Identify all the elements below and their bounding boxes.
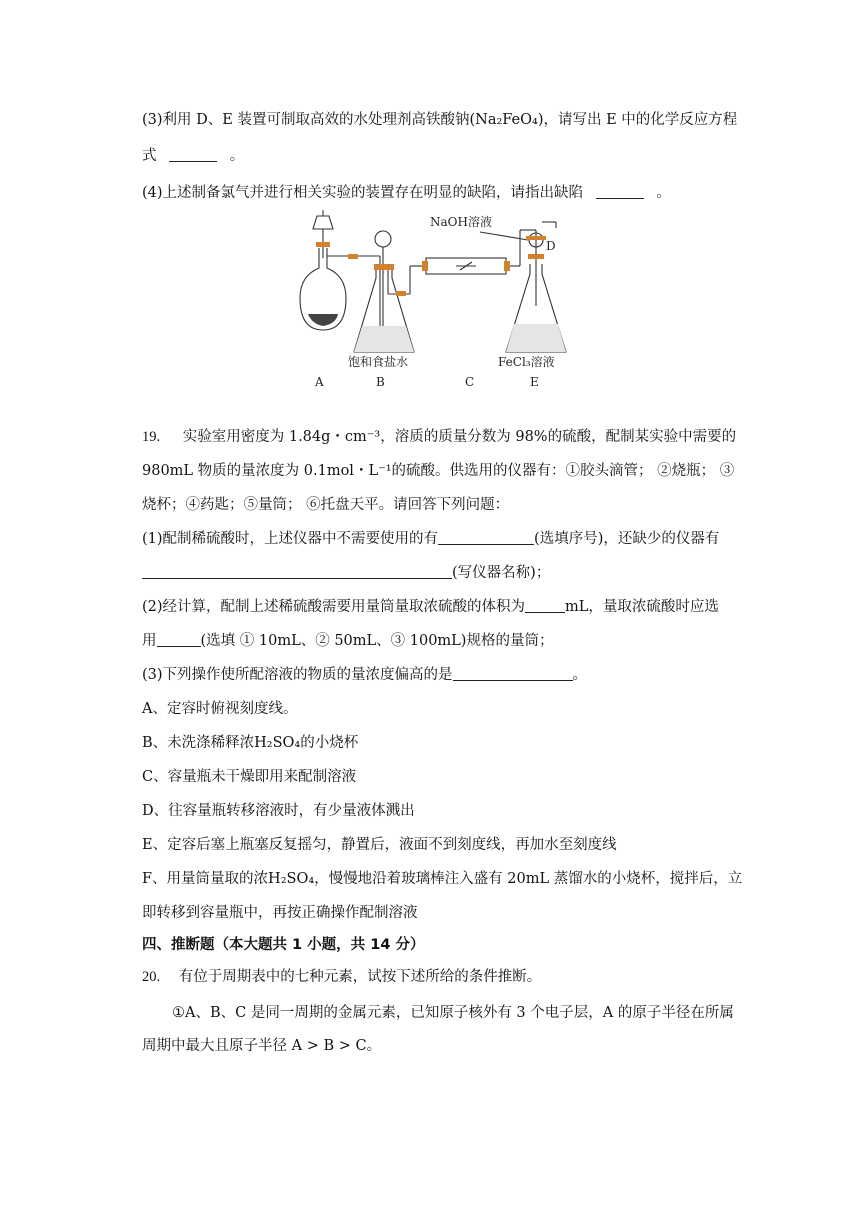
q20-condition1-line1: ①A、B、C 是同一周期的金属元素，已知原子核外有 3 个电子层，A 的原子半径在所属 [172, 1005, 734, 1021]
option-b: B、未洗涤稀释浓H₂SO₄的小烧杯 [142, 735, 359, 751]
chemical-formula: Na₂FeO₄ [475, 112, 538, 128]
answer-blank[interactable] [142, 564, 452, 579]
q19-part1-line2: (写仪器名称)； [142, 563, 550, 583]
answer-blank[interactable] [525, 598, 565, 613]
q20-condition1-line2: 周期中最大且原子半径 A > B > C。 [142, 1038, 382, 1054]
q19-line3: 烧杯；④药匙；⑤量筒； ⑥托盘天平。请回答下列问题： [142, 497, 510, 513]
option-c: C、容量瓶未干燥即用来配制溶液 [142, 769, 357, 785]
q19-line1: 19. 实验室用密度为 1.84g・cm⁻³，溶质的质量分数为 98%的硫酸，配制某实验中需要的 [142, 429, 737, 445]
saltwater-liquid [354, 326, 414, 352]
option-f-line2: 即转移到容量瓶中，再按正确操作配制溶液 [142, 905, 418, 921]
option-d: D、往容量瓶转移溶液时，有少量液体溅出 [142, 803, 415, 819]
thistle-funnel-b [375, 231, 391, 247]
q19-part3: (3)下列操作使所配溶液的物质的量浓度偏高的是 。 [142, 667, 588, 683]
q18-part4: (4)上述制备氯气并进行相关实验的装置存在明显的缺陷，请指出缺陷 。 [142, 185, 671, 201]
q18-part3-line2: 式 。 [142, 148, 245, 164]
fecl3-liquid [506, 324, 566, 352]
option-f-line1: F、用量筒量取的浓H₂SO₄，慢慢地沿着玻璃棒注入盛有 20mL 蒸馏水的小烧杯，搅拌后，立 [142, 871, 743, 887]
answer-blank[interactable] [438, 530, 534, 545]
option-e: E、定容后塞上瓶塞反复摇匀，静置后，液面不到刻度线，再加水至刻度线 [142, 837, 617, 853]
label-c: C [465, 375, 475, 389]
q19-part2-line2: 用 (选填 ① 10mL、② 50mL、③ 100mL)规格的量筒； [142, 633, 554, 649]
q18-part3-line1: (3)利用 D、E 装置可制取高效的水处理剂高铁酸钠(Na₂FeO₄)，请写出 E 中的化学反应方程 [142, 112, 738, 128]
fecl3-label: FeCl₃溶液 [498, 355, 555, 369]
solid-reagent [308, 314, 338, 326]
label-b: B [376, 375, 385, 389]
answer-blank[interactable] [453, 666, 573, 681]
section-heading: 四、推断题（本大题共 1 小题，共 14 分） [142, 937, 425, 953]
question-number: 19. [142, 429, 161, 445]
label-a: A [315, 375, 324, 389]
q19-part1-line1: (1)配制稀硫酸时，上述仪器中不需要使用的有 (选填序号)，还缺少的仪器有 [142, 531, 720, 547]
answer-blank[interactable] [169, 147, 217, 162]
naoh-label: NaOH溶液 [430, 215, 492, 229]
answer-blank[interactable] [157, 632, 201, 647]
apparatus-diagram [290, 206, 590, 390]
label-e: E [530, 375, 539, 389]
answer-blank[interactable] [596, 184, 644, 199]
q19-part2-line1: (2)经计算，配制上述稀硫酸需要用量筒量取浓硫酸的体积为 mL，量取浓硫酸时应选 [142, 599, 719, 615]
funnel-a [313, 216, 333, 229]
q19-line2: 980mL 物质的量浓度为 0.1mol・L⁻¹的硫酸。供选用的仪器有：①胶头滴管； ②烧瓶； ③ [142, 463, 735, 479]
saltwater-label: 饱和食盐水 [348, 355, 409, 369]
d-label: D [546, 239, 556, 253]
q20-intro: 20. 有位于周期表中的七种元素，试按下述所给的条件推断。 [142, 969, 542, 985]
option-a: A、定容时俯视刻度线。 [142, 701, 298, 717]
question-number: 20. [142, 969, 161, 985]
